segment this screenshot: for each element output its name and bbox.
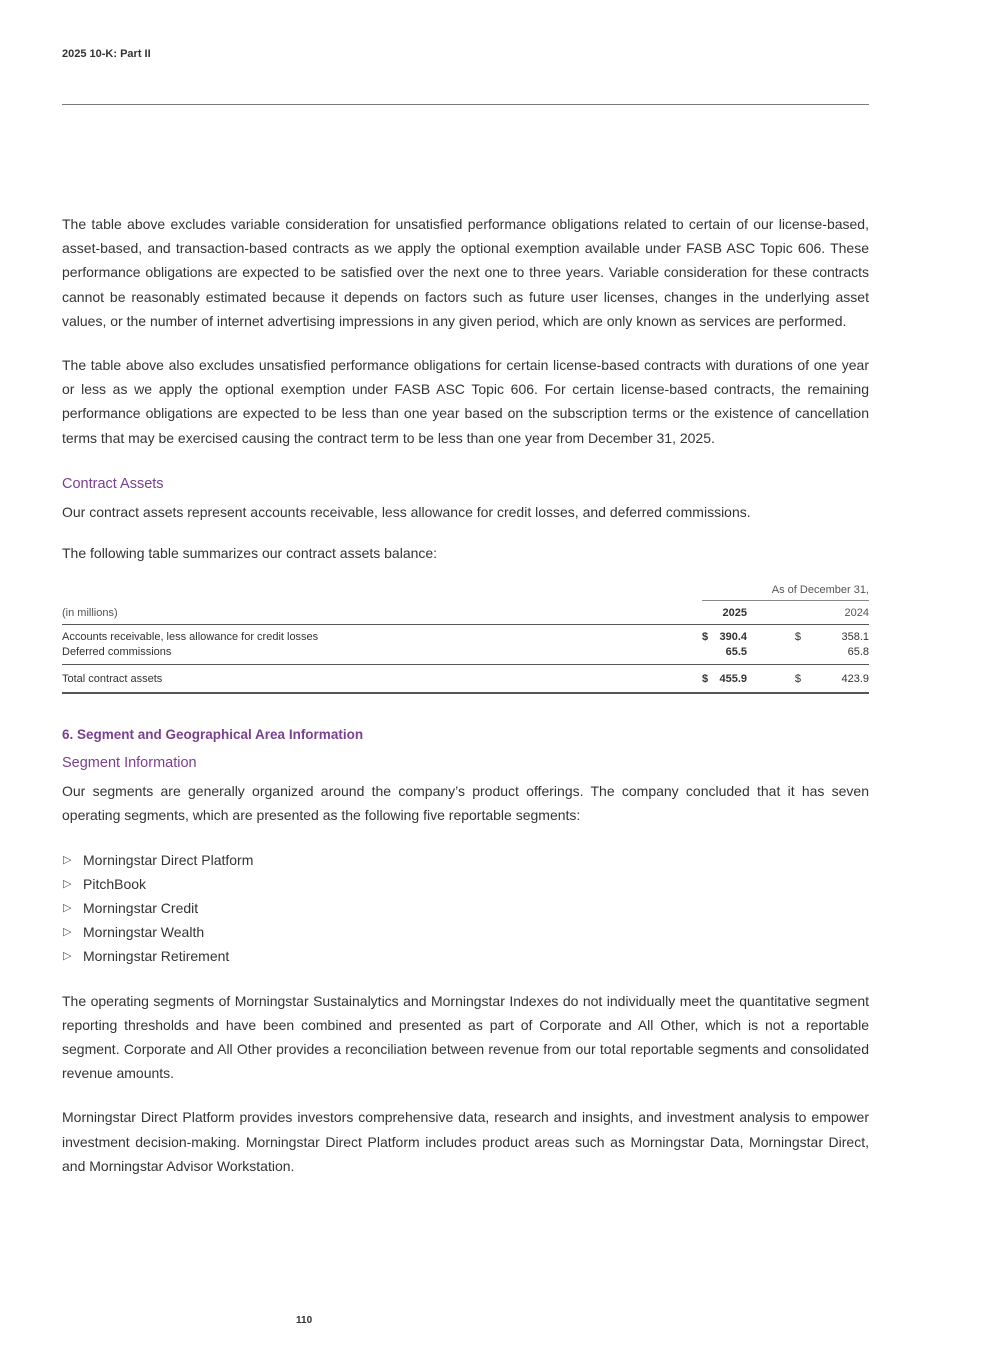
triangle-bullet-icon: ▷: [63, 902, 72, 915]
list-item: [62, 920, 869, 944]
total-value-2024: 423.9: [829, 665, 869, 694]
segment-name: Morningstar Retirement: [83, 948, 230, 965]
paragraph-operating-segments: The operating segments of Morningstar Sustainalytics and Morningstar Indexes do not individually meet the quantitative segment reporting thresholds and have been combined and presented as part of Corporate and All Other, which is not a reportable segment. Corporate and All Other provides a reconciliation between revenue from our total reportable segments and consolidated revenue amounts.: [62, 992, 869, 1082]
list-item: [62, 872, 869, 896]
page-number: 110: [296, 1315, 313, 1326]
contract-assets-intro: Our contract assets represent accounts receivable, less allowance for credit losses, and deferred commissions.: [62, 503, 751, 520]
list-item: [62, 896, 869, 920]
units-label: (in millions): [62, 601, 702, 625]
value-2025: 390.4: [719, 631, 747, 644]
currency-2025: $: [702, 631, 709, 644]
running-header: 2025 10-K: Part II: [62, 48, 151, 60]
triangle-bullet-icon: ▷: [63, 950, 72, 963]
paragraph-direct-platform: Morningstar Direct Platform provides investors comprehensive data, research and insights, and investment analysis to empower investment decision-making. Morningstar Direct Platform includes product areas such as Morningstar Data, Morningstar Direct, and Morningstar Advisor Workstation.: [62, 1109, 869, 1174]
table-group-header-row: [62, 583, 869, 601]
paragraph-variable-consideration: The table above excludes variable consideration for unsatisfied performance obligations related to certain of our license-based, asset-based, and transaction-based contracts as we apply the optional exemption available under FASB ASC Topic 606. These performance obligations are expected to be satisfied over the next one to three years. Variable consideration for these contracts cannot be reasonably estimated because it depends on factors such as future user licenses, changes in the underlying asset values, or the number of internet advertising impressions in any given period, which are only known as services are performed.: [62, 216, 869, 329]
total-label: Total contract assets: [62, 665, 702, 694]
segment-name: Morningstar Credit: [83, 900, 199, 917]
page-content: [62, 212, 869, 1178]
value-2024: 358.1: [841, 631, 869, 644]
contract-assets-heading: Contract Assets: [62, 475, 164, 492]
as-of-header: As of December 31,: [702, 583, 869, 601]
triangle-bullet-icon: ▷: [63, 877, 72, 890]
row-label: Accounts receivable, less allowance for credit losses: [62, 631, 319, 644]
header-divider: [62, 104, 869, 105]
value-2025: 65.5: [714, 645, 747, 665]
table-total-row: [62, 665, 869, 694]
segment-intro: Our segments are generally organized around the company’s product offerings. The company concluded that it has seven operating segments, which are presented as the following five reportable segments:: [62, 783, 869, 824]
segment-name: PitchBook: [83, 875, 147, 892]
currency-2025: [702, 645, 714, 665]
column-header-2025: 2025: [702, 601, 747, 625]
triangle-bullet-icon: ▷: [63, 926, 72, 939]
segment-name: Morningstar Wealth: [83, 924, 205, 941]
segment-information-heading: Segment Information: [62, 755, 197, 772]
contract-assets-table: [62, 583, 869, 694]
segment-name: Morningstar Direct Platform: [83, 851, 254, 868]
column-header-2024: 2024: [747, 601, 869, 625]
list-item: [62, 848, 869, 872]
list-item: [62, 944, 869, 968]
total-value-2025: 455.9: [714, 665, 747, 694]
row-label: Deferred commissions: [62, 645, 702, 665]
paragraph-license-exemption: The table above also excludes unsatisfied performance obligations for certain license-based contracts with durations of one year or less as we apply the optional exemption under FASB ASC Topic 606. For certain license-based contracts, the remaining performance obligations are expected to be less than one year based on the subscription terms or the existence of cancellation terms that may be exercised causing the contract term to be less than one year from December 31, 2025.: [62, 357, 869, 446]
value-2024: 65.8: [829, 645, 869, 665]
table-row: [62, 625, 869, 646]
table-row: [62, 645, 869, 665]
segment-list: [62, 848, 869, 969]
section-title: 6. Segment and Geographical Area Information: [62, 727, 364, 743]
table-column-header-row: [62, 601, 869, 625]
triangle-bullet-icon: ▷: [63, 853, 72, 866]
currency-2024: [747, 645, 829, 665]
currency-2024: $: [794, 631, 801, 644]
contract-assets-table-intro: The following table summarizes our contract assets balance:: [62, 545, 438, 562]
total-currency-2024: $: [747, 665, 829, 694]
total-currency-2025: $: [702, 665, 714, 694]
